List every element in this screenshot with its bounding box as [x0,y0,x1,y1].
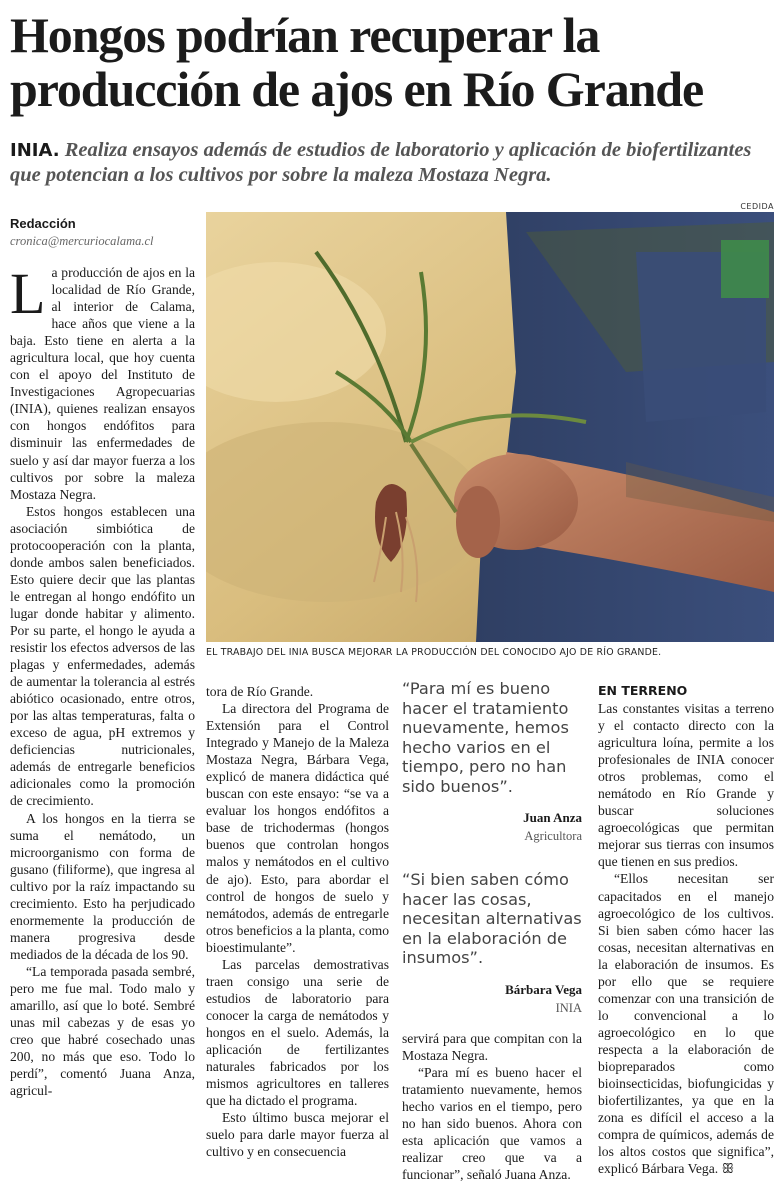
pull-quote-1-name: Juan Anza [523,810,582,825]
pull-quote-1: “Para mí es bueno hacer el tratamiento nuevamente, hemos hecho varios en el tiempo, pero no han sido buenos”. [402,679,569,796]
column-4 [598,683,774,1177]
paragraph [10,261,195,503]
paragraph: A los hongos en la tierra se suma el nemátodo, un microorganismo con forma de gusano (filiforme), que ingresa al cultivo por la raíz impactando su crecimiento. Esto ha perjudicado enormemente la producción de manera progresiva desde mediados de la década de los 90. [10,810,195,962]
column-1 [10,261,195,1099]
column-2 [206,683,389,1160]
paragraph-text: “Ellos necesitan ser capacitados en el manejo agroecológico de los cultivos. Si bien saben cómo hacer las cosas, necesitan alternativas en la elaboración de insumos. Es por ello que se requiere comenzar con una transición de lo convencional a lo agroecológico en lo que respecta a la elaboración de biopreparados como bioinsecticidas, biofungicidas y biofertilizantes, ya que en la zona es difícil el acceso a la compra de químicos, además de los altos costos que significa”, explicó Bárbara Vega. [598,871,774,1177]
paragraph: servirá para que compitan con la Mostaza Negra. [402,1030,582,1063]
headline-line-1: Hongos podrían recuperar la [10,7,600,63]
pull-quote-2-role: INIA [555,1000,582,1015]
end-mark-icon: ꕥ [721,1161,735,1177]
photo-credit: CEDIDA [740,202,774,211]
column-3 [402,679,582,1183]
paragraph: Esto último busca mejorar el suelo para darle mayor fuerza al cultivo y en consecuencia [206,1110,389,1160]
article-photo [206,212,774,642]
paragraph: “La temporada pasada sembré, pero me fue mal. Todo malo y amarillo, así que lo boté. Sembré unas mil cabezas y de esas yo creo que habré cosechado unas 200, no más que eso. Todo lo perdí”, comentó Juana Anza, agricul- [10,963,195,1099]
paragraph: La directora del Programa de Extensión para el Control Integrado y Manejo de la Maleza Mostaza Negra, Bárbara Vega, explicó de manera didáctica qué buscan con este ensayo: “se va a evaluar los hongos endófitos a base de trichodermas (hongos buenos que controlan hongos malos y nemátodos en el cultivo de ajo). Esto, para abordar el control de hongos de suelo y nemátodos, además de entregarle otros beneficios a la planta, como bioestimulante”. [206,701,389,955]
deck [10,138,780,188]
section-subhead: EN TERRENO [598,683,688,698]
paragraph: “Para mí es bueno hacer el tratamiento nuevamente, hemos hecho varios en el tiempo, pero no han sido buenos. Ahora con esta aplicación que vamos a realizar creo que va a funcionar”, señaló Juana Anza. [402,1064,582,1182]
headline [10,8,780,116]
byline-name: Redacción [10,216,76,231]
paragraph: Estos hongos establecen una asociación simbiótica de protocooperación con la planta, donde ambos salen beneficiados. Esto quiere decir que las plantas le entregan al hongo endófito un lugar donde habitar y alimento. Por su parte, el hongo le ayuda a resistir los efectos adversos de las plagas y enfermedades, además de aumentar la tolerancia al estrés abiótico ocasionado, entre otros, por las altas temperaturas, falta o exceso de agua, pH extremos y deficiencias nutricionales, además de entregarle beneficios adicionales como la promoción de crecimiento. [10,503,195,809]
byline-email[interactable]: cronica@mercuriocalama.cl [10,234,154,248]
column-3-text [402,1030,582,1183]
paragraph: tora de Río Grande. [206,684,314,699]
paragraph: Las constantes visitas a terreno y el contacto directo con la agricultura loína, permite a los profesionales de INIA conocer otros problemas, como el nemátodo en Río Grande y buscar soluciones agroecológicas que permitan mejorar sus tierras con insumos que tienen en sus predios. [598,701,774,870]
pull-quote-2-name: Bárbara Vega [505,981,582,997]
drop-cap: L [10,261,46,326]
paragraph-text: a producción de ajos en la localidad de Río Grande, al interior de Calama, hace años que viene a la baja. Esto tiene en alerta a la agricultura local, que hoy cuenta con el apoyo del Instituto de Investigaciones Agropecuarias (INIA), quienes realizan ensayos con hongos endófitos para disminuir las enfermedades de suelo y así dar mayor fuerza a los cultivos por sobre la maleza Mostaza Negra. [10,265,195,502]
headline-line-2: producción de ajos en Río Grande [10,61,704,117]
deck-text: Realiza ensayos además de estudios de laboratorio y aplicación de biofertilizantes que potencian a los cultivos por sobre la maleza Mostaza Negra. [10,139,752,186]
paragraph: Las parcelas demostrativas traen consigo una serie de estudios de laboratorio para conocer la carga de nemátodos y hongos en el suelo. Además, la aplicación de fertilizantes naturales fabricados por los mismos agricultores en talleres que ha dictado el programa. [206,956,389,1109]
paragraph [598,870,774,1177]
byline [10,216,195,249]
photo-caption: EL TRABAJO DEL INIA BUSCA MEJORAR LA PRODUCCIÓN DEL CONOCIDO AJO DE RÍO GRANDE. [206,647,662,658]
farmer-holding-garlic-plant-image [206,212,774,642]
pull-quote-1-role: Agricultora [524,829,582,843]
column-4-text [598,700,774,1177]
deck-tag: INIA. [10,140,60,161]
pull-quote-2: “Si bien saben cómo hacer las cosas, necesitan alternativas en la elaboración de insumos”. [402,870,582,967]
